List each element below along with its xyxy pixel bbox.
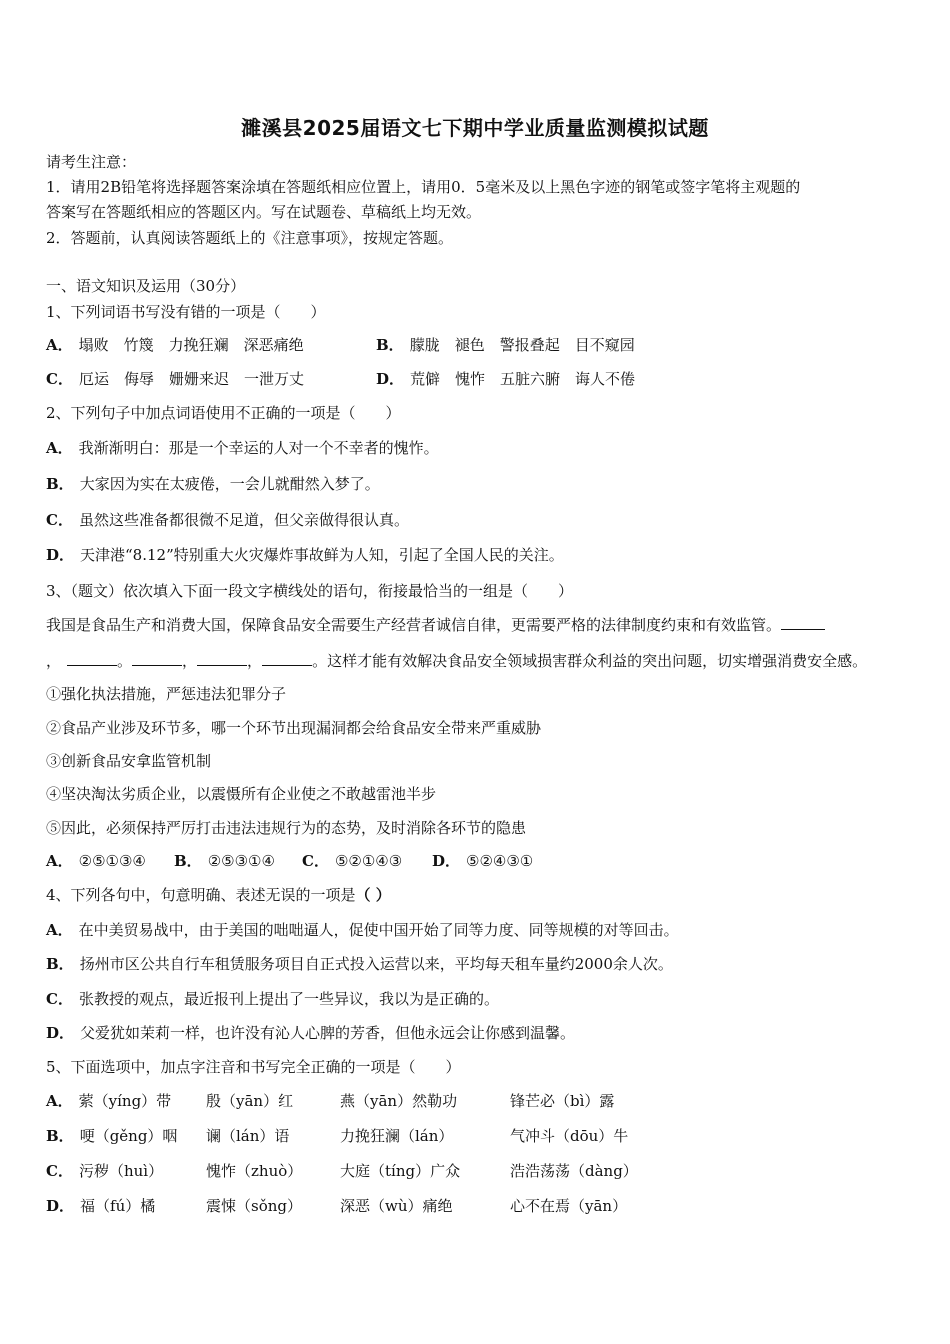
q3-option-a [46,851,146,871]
option-label: B． [376,336,404,354]
option-word-1: 福（fú）橘 [80,1197,156,1215]
q3-paragraph-line-2 [46,651,867,671]
q3-sentence-3: ③创新食品安拿监管机制 [46,752,212,770]
q3-sentence-1: ①强化执法措施，严惩违法犯罪分子 [46,685,287,703]
option-label: A． [46,1092,73,1110]
period: 。 [117,652,133,670]
q2-option-c [46,510,409,530]
option-text: ⑤②①④③ [334,852,403,870]
q2-stem: 2、下列句子中加点词语使用不正确的一项是（ ） [46,404,401,422]
option-text: 荒僻 愧怍 五脏六腑 诲人不倦 [410,370,636,388]
q3-paragraph-text: 我国是食品生产和消费大国，保障食品安全需要生产经营者诚信自律，更需要严格的法律制度约束和有效监管。 [46,616,782,634]
q5-option-b-word-4: 气冲斗（dōu）牛 [510,1127,629,1145]
option-text: ⑤②④③① [466,852,534,870]
option-text: 天津港“8.12”特别重大火灾爆炸事故鲜为人知，引起了全国人民的关注。 [80,546,564,564]
comma: ， [247,652,263,670]
q3-option-c [302,851,402,871]
q5-option-a-word-2: 殷（yān）红 [206,1092,294,1110]
answer-blank-2 [67,651,117,666]
option-text: ②⑤③①④ [207,852,275,870]
q3-sentence-4: ④坚决淘汰劣质企业，以震慑所有企业使之不敢越雷池半步 [46,785,437,803]
q4-option-b [46,954,673,974]
notice-heading: 请考生注意： [46,153,137,171]
option-label: D． [46,1024,75,1042]
comma: ， [46,652,62,670]
q4-option-c [46,989,499,1009]
option-label: C． [46,1162,73,1180]
q5-option-b-word-3: 力挽狂澜（lán） [340,1127,454,1145]
section-heading: 一、语文知识及运用（30分） [46,277,246,295]
option-label: B． [46,1127,74,1145]
option-text: 在中美贸易战中，由于美国的咄咄逼人，促使中国开始了同等力度、同等规模的对等回击。 [78,921,679,939]
q3-paragraph-line-1 [46,615,825,635]
notice-item-2: 2．答题前，认真阅读答题纸上的《注意事项》，按规定答题。 [46,229,454,247]
q4-stem [46,885,391,905]
notice-item-1: 1．请用2B铅笔将选择题答案涂填在答题纸相应位置上，请用0．5毫米及以上黑色字迹的钢笔或签字笔将主观题的 [46,178,801,196]
period: 。 [312,652,328,670]
q5-option-c [46,1161,163,1181]
q5-stem: 5、下面选项中，加点字注音和书写完全正确的一项是（ ） [46,1058,461,1076]
q5-option-b-word-2: 谰（lán）语 [206,1127,290,1145]
option-text: 大家因为实在太疲倦，一会儿就酣然入梦了。 [79,475,380,493]
q5-option-d [46,1196,155,1216]
q4-option-d [46,1023,575,1043]
q2-option-a [46,438,439,458]
q3-option-b [174,851,275,871]
option-label: D． [46,1197,75,1215]
q3-sentence-2: ②食品产业涉及环节多，哪一个环节出现漏洞都会给食品安全带来严重威胁 [46,719,542,737]
option-text: 扬州市区公共自行车租赁服务项目自正式投入运营以来，平均每天租车量约2000余人次。 [79,955,673,973]
option-word-1: 污秽（huì） [78,1162,164,1180]
option-label: D． [376,370,405,388]
q3-stem: 3、（题文）依次填入下面一段文字横线处的语句，衔接最恰当的一组是（ ） [46,582,574,600]
notice-item-1-cont: 答案写在答题纸相应的答题区内。写在试题卷、草稿纸上均无效。 [46,203,482,221]
option-label: A． [46,852,73,870]
q2-option-b [46,474,380,494]
option-label: C． [46,990,73,1008]
q5-option-b [46,1126,177,1146]
q5-option-c-word-4: 浩浩荡荡（dàng） [510,1162,638,1180]
q1-option-c [46,369,304,389]
comma: ， [182,652,198,670]
q5-option-c-word-3: 大庭（tíng）广众 [340,1162,461,1180]
option-text: 虽然这些准备都很微不足道，但父亲做得很认真。 [78,511,409,529]
option-word-1: 哽（gěng）咽 [79,1127,178,1145]
q1-option-d [376,369,635,389]
option-label: B． [46,475,74,493]
q5-option-c-word-2: 愧怍（zhuò） [206,1162,303,1180]
q4-stem-text: 4、下列各句中，句意明确、表述无误的一项是 [46,886,356,904]
option-label: A． [46,336,73,354]
option-label: C． [302,852,329,870]
q4-stem-paren: （ ） [355,886,391,904]
answer-blank-3 [132,651,182,666]
q4-option-a [46,920,679,940]
q5-option-d-word-4: 心不在焉（yān） [510,1197,628,1215]
option-label: A． [46,921,73,939]
option-label: C． [46,370,73,388]
option-text: 我渐渐明白：那是一个幸运的人对一个不幸者的愧怍。 [78,439,439,457]
option-text: 朦胧 褪色 警报叠起 目不窥园 [409,336,635,354]
option-label: D． [432,852,461,870]
q5-option-d-word-2: 震悚（sǒng） [206,1197,302,1215]
answer-blank-5 [262,651,312,666]
q5-option-a-word-3: 燕（yān）然勒功 [340,1092,458,1110]
q5-option-a-word-4: 锋芒必（bì）露 [510,1092,615,1110]
option-label: A． [46,439,73,457]
option-text: ②⑤①③④ [78,852,146,870]
q1-stem: 1、下列词语书写没有错的一项是（ ） [46,303,326,321]
option-label: B． [46,955,74,973]
q2-option-d [46,545,564,565]
q5-option-d-word-3: 深恶（wù）痛绝 [340,1197,453,1215]
q3-paragraph-tail: 这样才能有效解决食品安全领域损害群众利益的突出问题，切实增强消费安全感。 [327,652,868,670]
option-word-1: 萦（yíng）带 [78,1092,172,1110]
q3-option-d [432,851,533,871]
answer-blank-4 [197,651,247,666]
q5-option-a [46,1091,171,1111]
q1-option-b [376,335,635,355]
option-text: 父爱犹如茉莉一样，也许没有沁人心脾的芳香，但他永远会让你感到温馨。 [80,1024,576,1042]
option-text: 塌败 竹篾 力挽狂斓 深恶痛绝 [78,336,304,354]
option-text: 张教授的观点，最近报刊上提出了一些异议，我以为是正确的。 [78,990,499,1008]
q1-option-a [46,335,304,355]
option-label: B． [174,852,202,870]
option-label: D． [46,546,75,564]
answer-blank-1 [781,615,825,630]
q3-sentence-5: ⑤因此，必须保持严厉打击违法违规行为的态势，及时消除各环节的隐患 [46,819,527,837]
option-text: 厄运 侮辱 姗姗来迟 一泄万丈 [78,370,304,388]
option-label: C． [46,511,73,529]
exam-title: 濉溪县2025届语文七下期中学业质量监测模拟试题 [241,116,709,140]
